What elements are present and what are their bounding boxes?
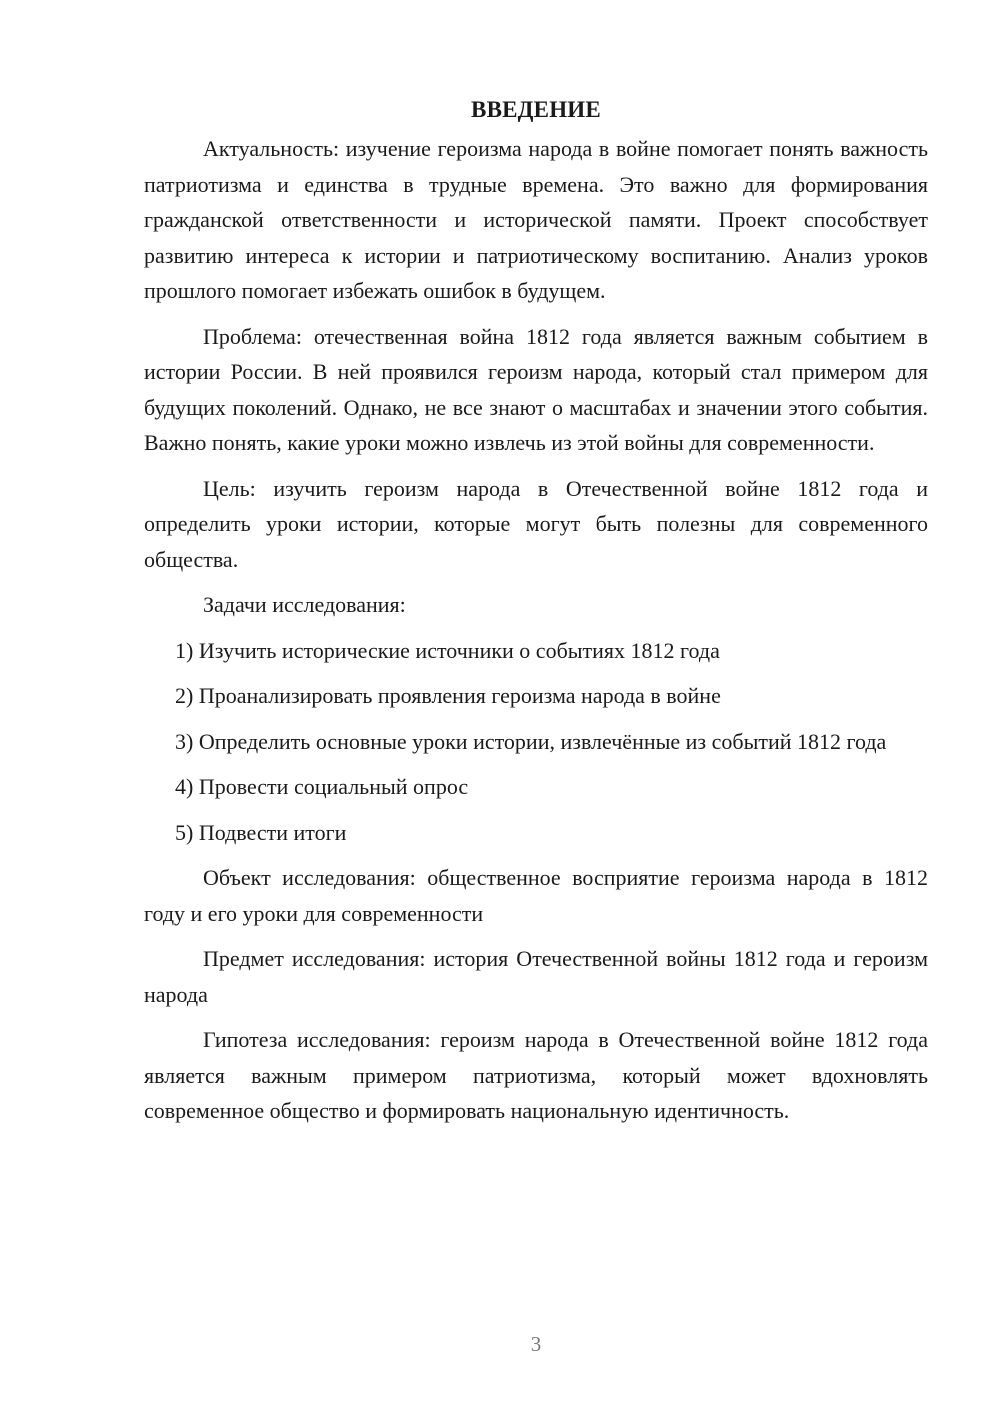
task-item: 2) Проанализировать проявления героизма народа в войне xyxy=(175,683,721,708)
paragraph-problem: Проблема: отечественная война 1812 года является важным событием в истории России. В ней проявился героизм народа, который стал примером для будущих поколений. Однако, не все знают о масштабах и значении этого события. Важно понять, какие уроки можно извлечь из этой войны для современности. xyxy=(144,323,928,455)
paragraph-hypothesis: Гипотеза исследования: героизм народа в Отечественной войне 1812 года является важным примером патриотизма, который может вдохновлять современное общество и формировать национальную идентичность. xyxy=(144,1027,928,1123)
page-number: 3 xyxy=(530,1332,542,1356)
document-page xyxy=(144,92,928,1139)
task-item: 4) Провести социальный опрос xyxy=(175,774,469,799)
paragraph-object: Объект исследования: общественное восприятие героизма народа в 1812 году и его уроки для современности xyxy=(144,865,928,926)
task-item: 1) Изучить исторические источники о событиях 1812 года xyxy=(175,637,720,663)
paragraph-tasks-heading: Задачи исследования: xyxy=(203,592,406,617)
task-item: 5) Подвести итоги xyxy=(175,819,347,845)
paragraph-subject: Предмет исследования: история Отечественной войны 1812 года и героизм народа xyxy=(144,946,928,1007)
task-item: 3) Определить основные уроки истории, извлечённые из событий 1812 года xyxy=(175,728,887,754)
paragraph-relevance: Актуальность: изучение героизма народа в войне помогает понять важность патриотизма и единства в трудные времена. Это важно для формирования гражданской ответственности и исторической памяти. Проект способствует развитию интереса к истории и патриотическому воспитанию. Анализ уроков прошлого помогает избежать ошибок в будущем. xyxy=(144,136,928,303)
page-title: ВВЕДЕНИЕ xyxy=(471,97,601,122)
paragraph-goal: Цель: изучить героизм народа в Отечественной войне 1812 года и определить уроки истории, которые могут быть полезны для современного общества. xyxy=(144,475,928,572)
